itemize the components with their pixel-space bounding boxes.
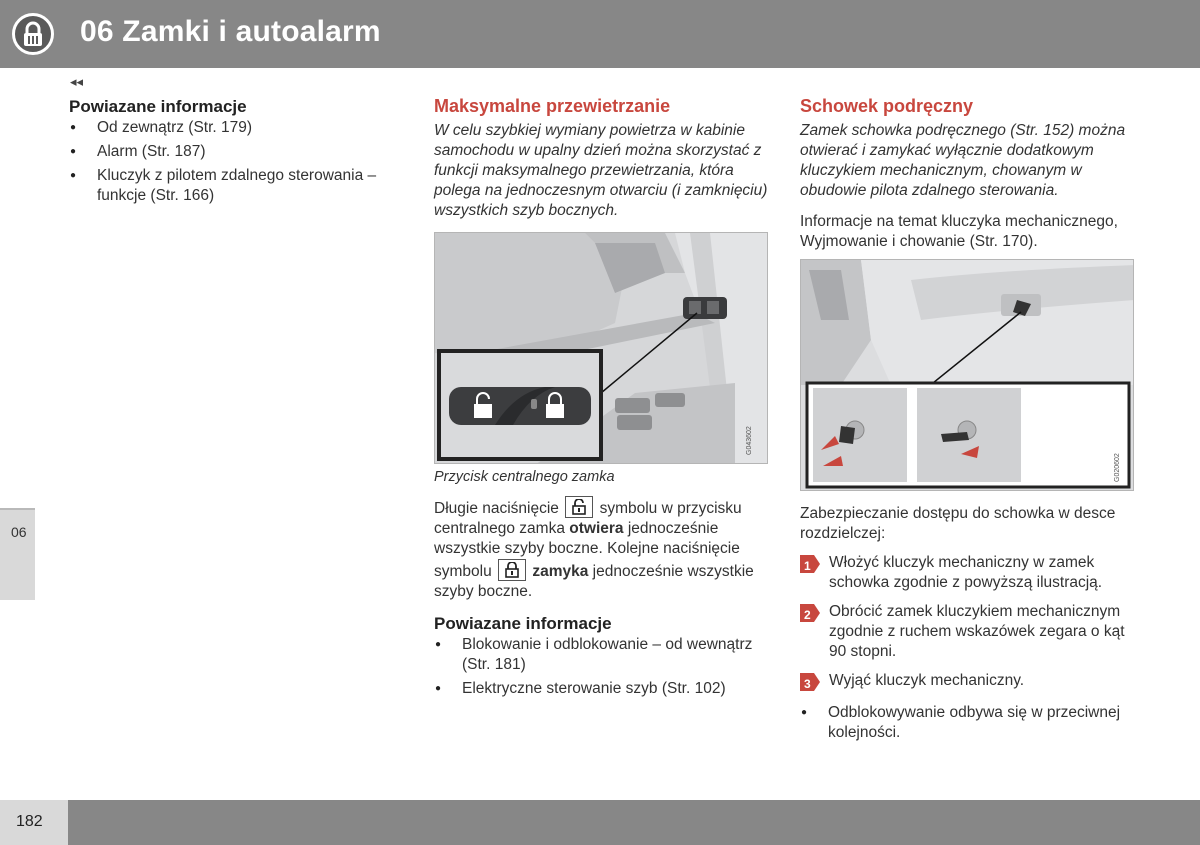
ventilation-intro: W celu szybkiej wymiany powietrza w kabinie samochodu w upalny dzień można skorzystać z funkcji maksymalnego przewietrzania, która polega na jednoczesnym otwarciu (i zamknięciu) wszystkich szyb bocznych. xyxy=(434,122,768,219)
para-text: jednocześnie wszystkie szyby boczne. Kolejne naciśnięcie symbolu xyxy=(434,520,740,580)
column-3 xyxy=(800,96,1136,252)
related-link-item[interactable]: ● Od zewnątrz (Str. 179) xyxy=(69,118,399,138)
related-link-item[interactable]: ● Alarm (Str. 187) xyxy=(69,142,399,162)
step-number: 1 xyxy=(804,559,811,573)
glovebox-figure xyxy=(800,259,1134,491)
step-text: Wyjąć kluczyk mechaniczny. xyxy=(829,672,1025,689)
unlock-note: ● Odblokowywanie odbywa się w przeciwnej kolejności. xyxy=(800,703,1136,743)
central-lock-figure xyxy=(434,232,768,464)
door-panel-illustration xyxy=(435,233,768,464)
step-3 xyxy=(800,671,1136,691)
step-number: 2 xyxy=(804,608,811,622)
side-tab-label: 06 xyxy=(11,524,27,540)
section-heading-ventilation: Maksymalne przewietrzanie xyxy=(434,96,671,116)
related-link-item[interactable]: ● Kluczyk z pilotem zdalnego sterowania – funkcje (Str. 166) xyxy=(69,166,399,206)
figure-caption: Przycisk centralnego zamka xyxy=(434,469,615,485)
back-arrows-icon[interactable]: ◂◂ xyxy=(70,74,84,89)
step-text: Obrócić zamek kluczykiem mechanicznym zgodnie z ruchem wskazówek zegara o kąt 90 stopni. xyxy=(829,603,1125,660)
padlock-icon xyxy=(12,13,54,55)
chapter-title: 06 Zamki i autoalarm xyxy=(80,15,381,48)
chapter-side-tab[interactable] xyxy=(0,508,35,600)
figure-code: G020602 xyxy=(1114,453,1121,482)
step-text: Włożyć kluczyk mechaniczny w zamek schowka zgodnie z powyższą ilustracją. xyxy=(829,554,1103,591)
figure-code: G043602 xyxy=(746,426,753,455)
unlock-note-list xyxy=(800,703,1136,743)
step-number-icon xyxy=(800,604,820,622)
step-number-icon xyxy=(800,555,820,573)
step-number: 3 xyxy=(804,677,811,691)
column-2-lower xyxy=(434,467,770,699)
related-link-item[interactable]: ● Blokowanie i odblokowanie – od wewnątrz (Str. 181) xyxy=(434,635,770,675)
glovebox-intro: Zamek schowka podręcznego (Str. 152) można otwierać i zamykać wyłącznie dodatkowym kluczykiem mechanicznym, chowanym w obudowie pilota zdalnego sterowania. xyxy=(800,122,1126,199)
column-2 xyxy=(434,96,770,221)
related-link-item[interactable]: ● Elektryczne sterowanie szyb (Str. 102) xyxy=(434,679,770,699)
header-icon-box xyxy=(0,0,68,68)
column-3-lower xyxy=(800,504,1136,743)
related-info-list-2 xyxy=(434,635,770,699)
key-info-link[interactable]: Informacje na temat kluczyka mechanicznego, Wyjmowanie i chowanie (Str. 170). xyxy=(800,213,1118,250)
step-1 xyxy=(800,553,1136,593)
glovebox-illustration xyxy=(801,260,1134,491)
column-1 xyxy=(69,97,399,206)
para-text: jednocześnie wszystkie szyby boczne. xyxy=(434,563,754,600)
lock-symbol-icon xyxy=(498,559,526,581)
section-heading-glovebox: Schowek podręczny xyxy=(800,96,974,116)
footer-bar xyxy=(68,800,1200,845)
securing-text: Zabezpieczanie dostępu do schowka w desce rozdzielczej: xyxy=(800,505,1116,542)
step-number-icon xyxy=(800,673,820,691)
central-lock-paragraph xyxy=(434,496,770,602)
page-number: 182 xyxy=(16,813,43,830)
para-bold-close: zamyka xyxy=(532,563,589,580)
related-info-list xyxy=(69,118,399,206)
unlock-symbol-icon xyxy=(565,496,593,518)
related-info-heading-2: Powiazane informacje xyxy=(434,614,612,633)
step-2 xyxy=(800,602,1136,662)
page-number-box xyxy=(0,800,68,845)
para-text: Długie naciśnięcie xyxy=(434,500,559,517)
para-bold-open: otwiera xyxy=(569,520,624,537)
para-text: symbolu w przycisku centralnego zamka xyxy=(434,500,742,537)
related-info-heading: Powiazane informacje xyxy=(69,97,247,116)
